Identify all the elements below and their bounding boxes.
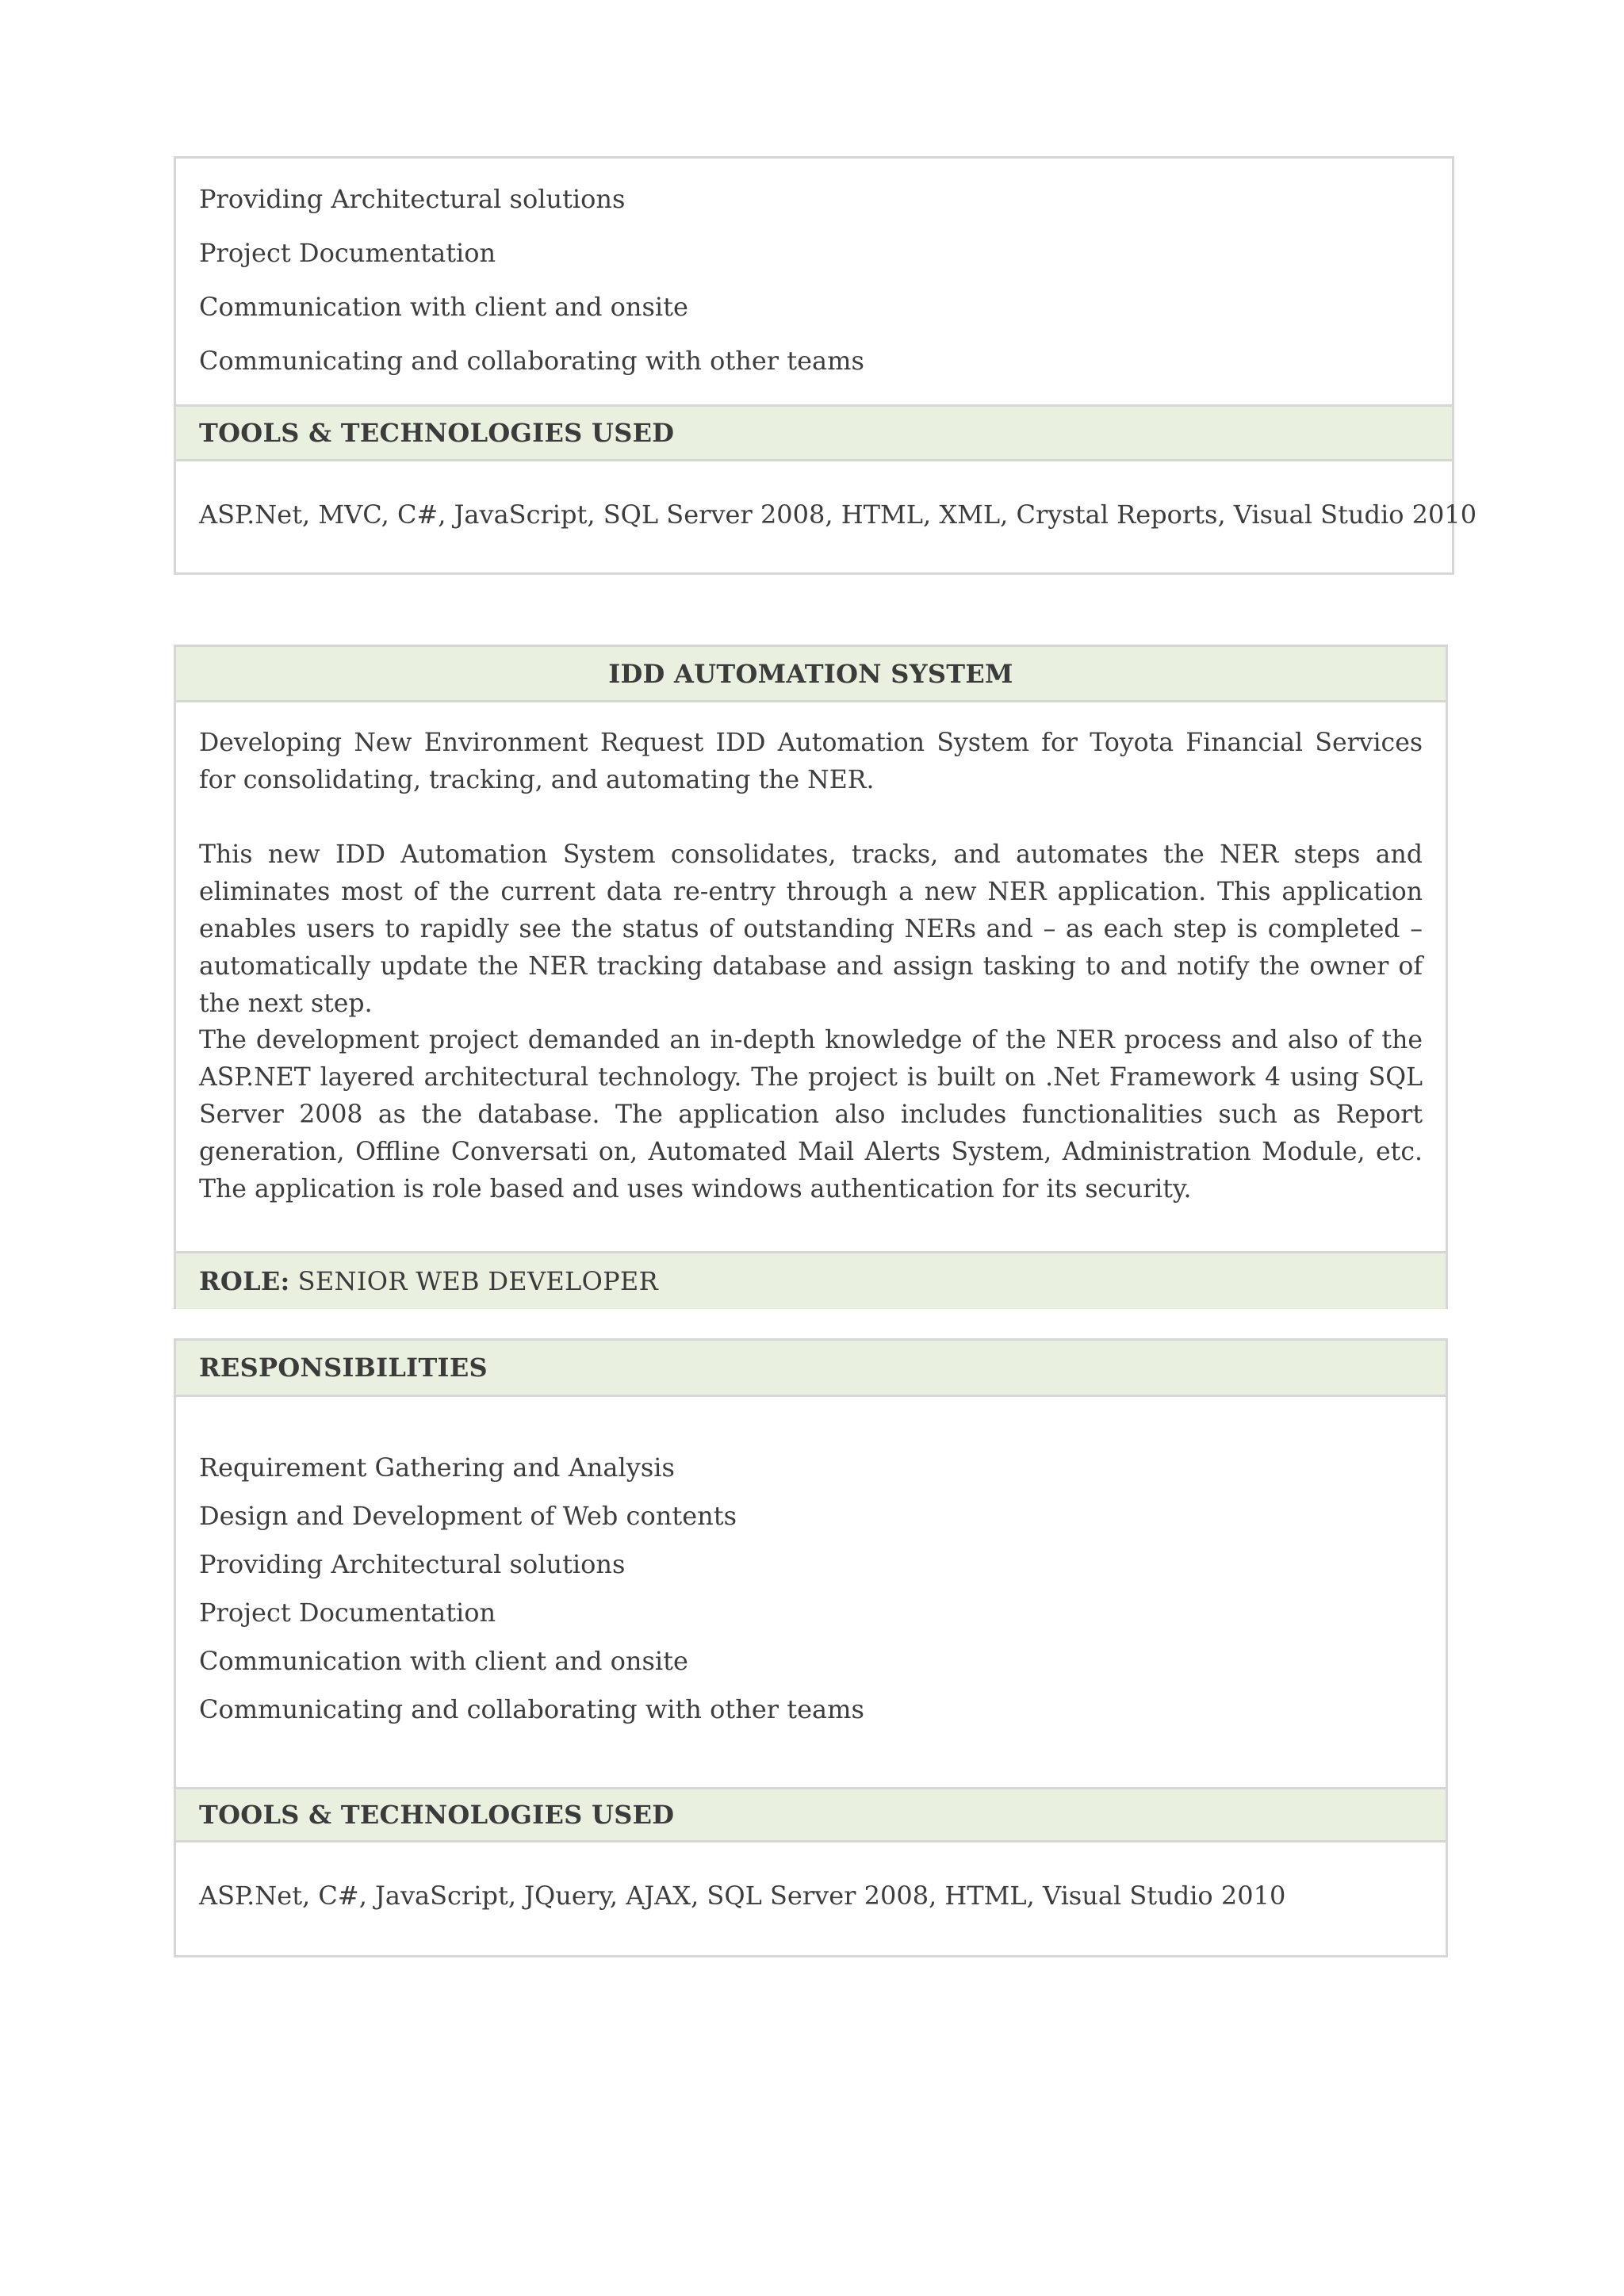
responsibilities-box	[174, 1338, 1448, 1957]
project-title-bar	[176, 647, 1446, 702]
tools-list: ASP.Net, MVC, C#, JavaScript, SQL Server 2008, HTML, XML, Crystal Reports, Visual Studio 2010	[199, 499, 1477, 530]
responsibilities-heading-text: RESPONSIBILITIES	[199, 1353, 488, 1383]
project-box	[174, 645, 1448, 1309]
tools-heading	[176, 404, 1452, 461]
responsibility-item: Communicating and collaborating with other teams	[199, 346, 864, 376]
responsibility-item: Communication with client and onsite	[199, 1646, 688, 1676]
responsibilities-heading	[176, 1341, 1446, 1397]
responsibility-item: Providing Architectural solutions	[199, 1549, 626, 1579]
project-description-3: The development project demanded an in-depth knowledge of the NER process and also of the ASP.NET layered architectural technology. The project is built on .Net Framework 4 using SQL Server 2008 as the database. The application also includes functionalities such as Report generation, Offline Conversati on, Automated Mail Alerts System, Administration Module, etc. The application is role based and uses windows authentication for its security.	[199, 1026, 1423, 1203]
tools-heading	[176, 1787, 1446, 1843]
responsibility-item: Requirement Gathering and Analysis	[199, 1452, 675, 1483]
tools-heading-text: TOOLS & TECHNOLOGIES USED	[199, 418, 675, 448]
role-label: ROLE:	[199, 1266, 290, 1296]
responsibility-item: Project Documentation	[199, 1598, 496, 1628]
responsibility-item: Providing Architectural solutions	[199, 184, 626, 214]
project-description-2: This new IDD Automation System consolidates, tracks, and automates the NER steps and eliminates most of the current data re-entry through a new NER application. This application enables users to rapidly see the status of outstanding NERs and – as each step is completed – automatically update the NER tracking database and assign tasking to and notify the owner of the next step.	[199, 840, 1423, 1018]
project-description-1: Developing New Environment Request IDD Automation System for Toyota Financial Services for consolidating, tracking, and automating the NER.	[199, 729, 1423, 794]
responsibility-item: Communicating and collaborating with other teams	[199, 1694, 864, 1724]
responsibility-item: Project Documentation	[199, 238, 496, 268]
responsibility-item: Communication with client and onsite	[199, 292, 688, 322]
role-bar	[176, 1251, 1446, 1309]
responsibility-item: Design and Development of Web contents	[199, 1501, 737, 1531]
tools-heading-text: TOOLS & TECHNOLOGIES USED	[199, 1800, 675, 1830]
previous-project-box	[174, 156, 1477, 575]
role-value: SENIOR WEB DEVELOPER	[297, 1266, 658, 1296]
project-title: IDD AUTOMATION SYSTEM	[608, 658, 1013, 689]
tools-list: ASP.Net, C#, JavaScript, JQuery, AJAX, SQL Server 2008, HTML, Visual Studio 2010	[199, 1881, 1286, 1911]
